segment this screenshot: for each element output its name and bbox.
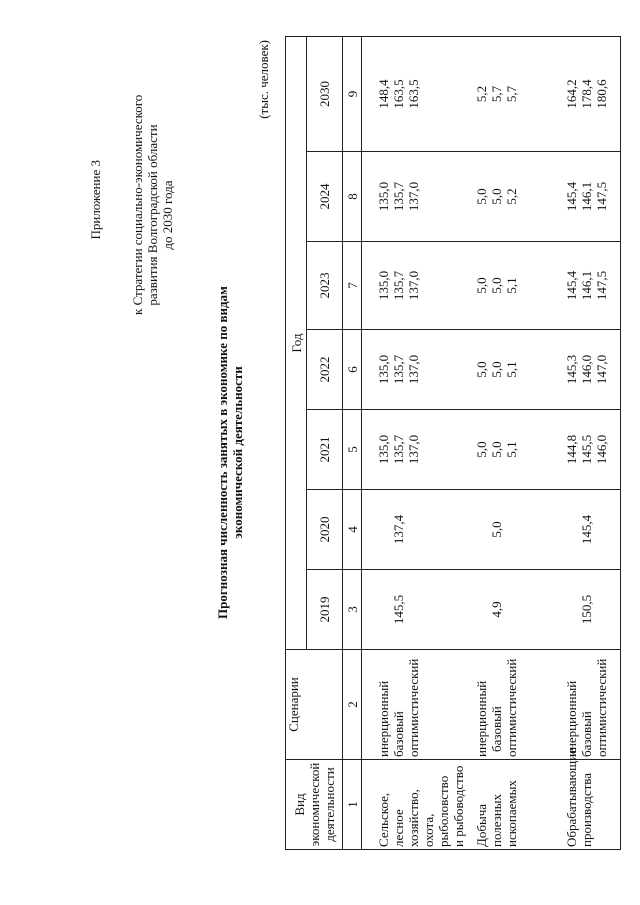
value: 5,0 bbox=[474, 441, 489, 458]
scenario-label: инерционный bbox=[564, 680, 579, 757]
values-2030 bbox=[558, 37, 621, 152]
value: 148,4 bbox=[376, 79, 391, 109]
column-number: 6 bbox=[343, 330, 362, 410]
value: 135,7 bbox=[391, 434, 406, 465]
value: 5,0 bbox=[474, 277, 489, 294]
kind-line: Добыча полезных bbox=[474, 793, 504, 847]
strategy-reference bbox=[130, 94, 175, 315]
column-number: 3 bbox=[343, 570, 362, 650]
values-2023 bbox=[558, 242, 621, 330]
column-number: 7 bbox=[343, 242, 362, 330]
title-line: экономической деятельности bbox=[230, 366, 245, 539]
value: 145,4 bbox=[564, 181, 579, 212]
annex-label: Приложение 3 bbox=[88, 160, 103, 240]
value: 137,0 bbox=[406, 354, 421, 385]
value: 5,0 bbox=[474, 188, 489, 205]
value: 163,5 bbox=[406, 79, 421, 109]
kind-cell bbox=[468, 760, 558, 850]
kind-line: Обрабатывающие bbox=[564, 748, 579, 847]
value: 178,4 bbox=[579, 79, 594, 109]
strategy-line: развития Волгоградской области bbox=[145, 124, 160, 306]
scenario-label: оптимистический bbox=[406, 658, 421, 757]
values-2021 bbox=[362, 410, 469, 490]
value: 5,0 bbox=[474, 361, 489, 378]
value: 164,2 bbox=[564, 79, 579, 109]
scenarios-cell bbox=[362, 650, 469, 760]
values-2022 bbox=[362, 330, 469, 410]
value: 135,0 bbox=[376, 181, 391, 212]
values-2024 bbox=[362, 152, 469, 242]
header-kind: Вид экономической деятельности bbox=[286, 760, 343, 850]
title-line: Прогнозная численность занятых в экономике по видам bbox=[215, 286, 230, 619]
unit-label: (тыс. человек) bbox=[256, 40, 271, 119]
header-year-2021: 2021 bbox=[307, 410, 343, 490]
scenario-label: инерционный bbox=[474, 680, 489, 757]
value-2019: 4,9 bbox=[468, 570, 558, 650]
scenarios-cell bbox=[558, 650, 621, 760]
column-number: 9 bbox=[343, 37, 362, 152]
value: 135,7 bbox=[391, 354, 406, 385]
table-row bbox=[468, 37, 558, 850]
value-2020: 145,4 bbox=[558, 490, 621, 570]
value: 144,8 bbox=[564, 434, 579, 465]
header-year-2030: 2030 bbox=[307, 37, 343, 152]
values-2023 bbox=[468, 242, 558, 330]
value: 5,0 bbox=[489, 361, 504, 378]
column-number: 1 bbox=[343, 760, 362, 850]
kind-cell bbox=[558, 748, 621, 850]
value: 147,5 bbox=[594, 181, 609, 212]
value: 147,0 bbox=[594, 354, 609, 385]
table-row bbox=[558, 37, 621, 850]
values-2024 bbox=[558, 152, 621, 242]
strategy-line: к Стратегии социально-экономического bbox=[130, 94, 145, 315]
header-scenarios: Сценарии bbox=[286, 650, 343, 760]
strategy-line: до 2030 года bbox=[160, 180, 175, 250]
value: 135,0 bbox=[376, 434, 391, 465]
table-row bbox=[362, 37, 469, 850]
column-number: 5 bbox=[343, 410, 362, 490]
scenarios-cell bbox=[468, 650, 558, 760]
scenario-label: базовый bbox=[579, 711, 594, 757]
value-2020: 5,0 bbox=[468, 490, 558, 570]
value: 135,0 bbox=[376, 270, 391, 301]
kind-line: ископаемых bbox=[504, 780, 519, 847]
value-2020: 137,4 bbox=[362, 490, 469, 570]
scenario-label: инерционный bbox=[376, 680, 391, 757]
value: 5,0 bbox=[489, 441, 504, 458]
value: 145,3 bbox=[564, 354, 579, 385]
value: 5,2 bbox=[474, 85, 489, 103]
scenario-label: базовый bbox=[391, 711, 406, 757]
value: 135,7 bbox=[391, 181, 406, 212]
value: 135,0 bbox=[376, 354, 391, 385]
value: 180,6 bbox=[594, 79, 609, 109]
value: 146,1 bbox=[579, 181, 594, 212]
value: 5,0 bbox=[489, 277, 504, 294]
value: 5,1 bbox=[504, 277, 519, 294]
value: 147,5 bbox=[594, 270, 609, 301]
scenario-label: оптимистический bbox=[504, 658, 519, 757]
kind-line: хозяйство, охота, bbox=[406, 789, 436, 847]
column-number: 8 bbox=[343, 152, 362, 242]
employment-forecast-table bbox=[285, 36, 621, 850]
scenario-label: базовый bbox=[489, 706, 504, 752]
values-2024 bbox=[468, 152, 558, 242]
value: 137,0 bbox=[406, 434, 421, 465]
value: 5,7 bbox=[504, 85, 519, 103]
value: 146,0 bbox=[594, 434, 609, 465]
kind-cell bbox=[362, 760, 469, 850]
values-2021 bbox=[468, 410, 558, 490]
value: 5,2 bbox=[504, 188, 519, 205]
header-year: Год bbox=[286, 37, 307, 650]
header-year-2023: 2023 bbox=[307, 242, 343, 330]
header-year-2024: 2024 bbox=[307, 152, 343, 242]
value-2019: 150,5 bbox=[558, 570, 621, 650]
kind-line: и рыбоводство bbox=[451, 765, 466, 847]
values-2023 bbox=[362, 242, 469, 330]
header-year-2022: 2022 bbox=[307, 330, 343, 410]
value: 5,1 bbox=[504, 361, 519, 378]
values-2030 bbox=[362, 37, 469, 152]
value: 146,0 bbox=[579, 354, 594, 385]
value: 5,0 bbox=[489, 188, 504, 205]
kind-line: производства bbox=[579, 772, 594, 847]
header-year-2019: 2019 bbox=[307, 570, 343, 650]
table-title bbox=[215, 200, 245, 705]
value-2019: 145,5 bbox=[362, 570, 469, 650]
value: 5,1 bbox=[504, 441, 519, 458]
header-year-2020: 2020 bbox=[307, 490, 343, 570]
values-2022 bbox=[558, 330, 621, 410]
values-2030 bbox=[468, 37, 558, 152]
values-2021 bbox=[558, 410, 621, 490]
values-2022 bbox=[468, 330, 558, 410]
kind-line: Сельское, лесное bbox=[376, 792, 406, 847]
value: 145,4 bbox=[564, 270, 579, 301]
scenario-label: оптимистический bbox=[594, 658, 609, 757]
value: 145,5 bbox=[579, 434, 594, 465]
value: 163,5 bbox=[391, 79, 406, 109]
column-number: 4 bbox=[343, 490, 362, 570]
value: 5,7 bbox=[489, 85, 504, 103]
value: 137,0 bbox=[406, 181, 421, 212]
value: 135,7 bbox=[391, 270, 406, 301]
column-number: 2 bbox=[343, 650, 362, 760]
value: 137,0 bbox=[406, 270, 421, 301]
kind-line: рыболовство bbox=[436, 775, 451, 847]
value: 146,1 bbox=[579, 270, 594, 301]
